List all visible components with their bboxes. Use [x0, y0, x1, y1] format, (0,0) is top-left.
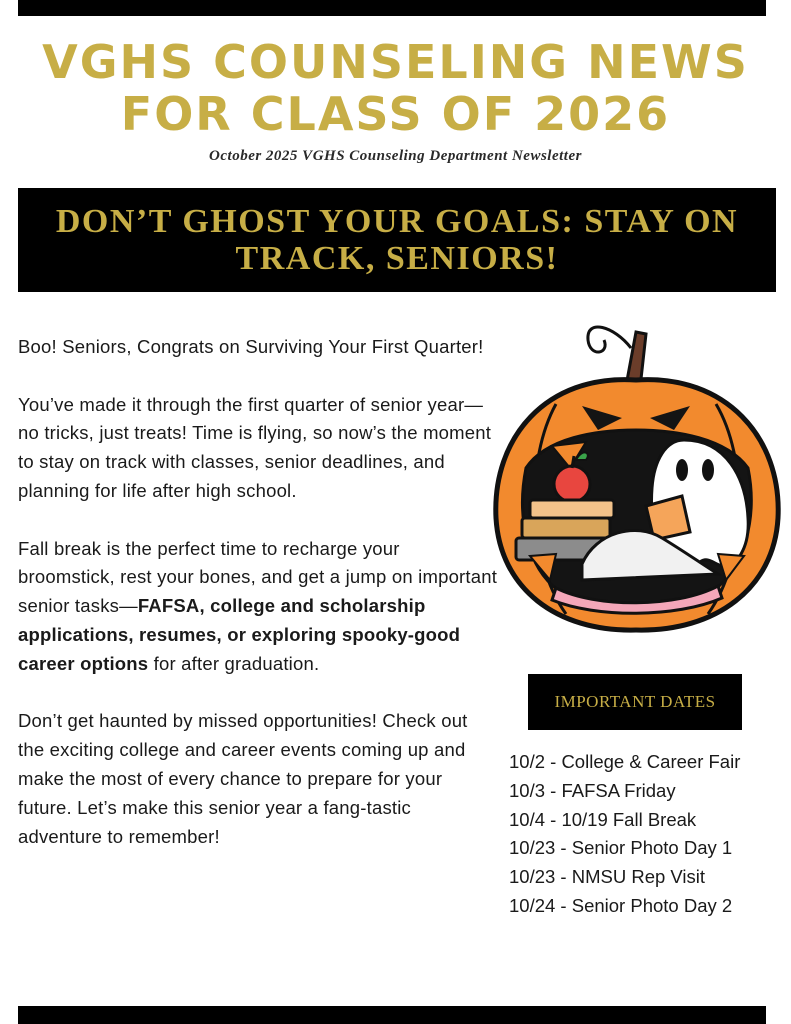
important-dates-list [509, 748, 789, 921]
date-item: 10/23 - Senior Photo Day 1 [509, 837, 733, 859]
article-body [18, 333, 498, 880]
date-item: 10/24 - Senior Photo Day 2 [509, 894, 733, 916]
date-item: 10/2 - College & Career Fair [509, 751, 741, 772]
article-paragraph-3 [18, 535, 498, 679]
article-paragraph-1: Boo! Seniors, Congrats on Surviving Your First Quarter! [18, 336, 484, 357]
newsletter-subtitle: October 2025 VGHS Counseling Department Newsletter [209, 148, 582, 164]
date-item: 10/4 - 10/19 Fall Break [509, 808, 697, 830]
date-item: 10/23 - NMSU Rep Visit [509, 866, 706, 888]
paragraph-3-text: Fall break is the perfect time to recharge your broomstick, rest your bones, and get a jump on important senior tasks— [18, 537, 498, 617]
newsletter-title [0, 36, 791, 140]
headline-banner [18, 188, 776, 292]
paragraph-3-end: for after graduation. [148, 652, 320, 674]
headline-line-2: TRACK, SENIORS! [235, 240, 559, 277]
pumpkin-ghost-illustration [486, 318, 786, 636]
headline-line-1: DON’T GHOST YOUR GOALS: STAY ON [55, 203, 739, 240]
title-line-2: FOR CLASS OF 2026 [120, 87, 671, 141]
headline-text [47, 203, 747, 277]
article-paragraph-4: Don’t get haunted by missed opportunities! Check out the exciting college and career events coming up and make the most of every chance to prepare for your future. Let’s make this senior year a fang-tastic adventure to remember! [18, 710, 468, 847]
bottom-border-bar [18, 1006, 766, 1024]
title-line-1: VGHS COUNSELING NEWS [42, 35, 749, 89]
important-dates-heading: IMPORTANT DATES [528, 674, 742, 730]
date-item: 10/3 - FAFSA Friday [509, 779, 676, 801]
top-border-bar [18, 0, 766, 16]
article-paragraph-2: You’ve made it through the first quarter of senior year—no tricks, just treats! Time is flying, so now’s the moment to stay on track with classes, senior deadlines, and planning for life after high school. [18, 393, 492, 501]
paragraph-3-emphasis: FAFSA, college and scholarship applications, resumes, or exploring spooky-good career options [18, 595, 461, 674]
